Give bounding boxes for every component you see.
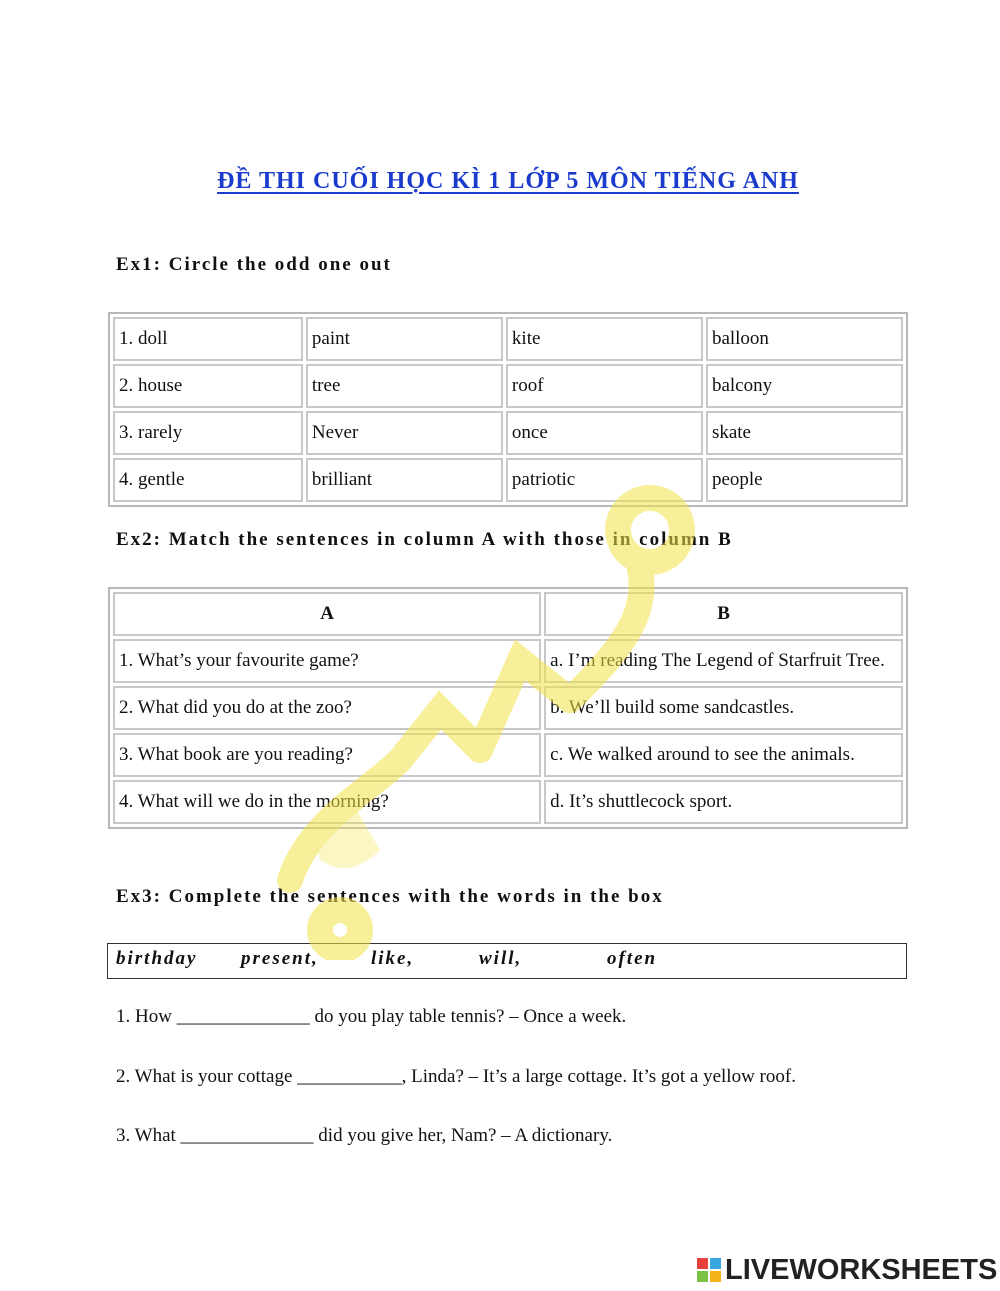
sentence-2: 2. What is your cottage ___________, Linda? – It’s a large cottage. It’s got a yellow roof. xyxy=(116,1066,796,1087)
table-cell[interactable]: 4. What will we do in the morning? xyxy=(113,780,541,824)
table-cell[interactable]: 3. rarely xyxy=(113,411,303,455)
table-cell[interactable]: Never xyxy=(306,411,503,455)
table-cell[interactable]: 2. What did you do at the zoo? xyxy=(113,686,541,730)
table-cell[interactable]: balloon xyxy=(706,317,903,361)
ex3-heading: Ex3: Complete the sentences with the words in the box xyxy=(116,886,664,907)
sentence-3: 3. What ______________ did you give her, Nam? – A dictionary. xyxy=(116,1125,613,1146)
table-cell[interactable]: paint xyxy=(306,317,503,361)
ex1-table xyxy=(108,312,908,507)
table-cell[interactable]: c. We walked around to see the animals. xyxy=(544,733,903,777)
ex1-heading: Ex1: Circle the odd one out xyxy=(116,254,392,275)
table-row xyxy=(113,458,903,502)
word-option[interactable]: will, xyxy=(479,948,523,969)
table-row xyxy=(113,686,903,730)
table-cell[interactable]: roof xyxy=(506,364,703,408)
table-cell[interactable]: d. It’s shuttlecock sport. xyxy=(544,780,903,824)
table-cell[interactable]: 4. gentle xyxy=(113,458,303,502)
word-option[interactable]: like, xyxy=(371,948,415,969)
table-cell[interactable]: 1. doll xyxy=(113,317,303,361)
table-row xyxy=(113,733,903,777)
column-header-a: A xyxy=(113,592,541,636)
sentence-1: 1. How ______________ do you play table tennis? – Once a week. xyxy=(116,1006,627,1027)
word-option[interactable]: birthday xyxy=(116,948,198,969)
ex2-heading: Ex2: Match the sentences in column A with those in column B xyxy=(116,529,733,550)
column-header-b: B xyxy=(544,592,903,636)
liveworksheets-logo xyxy=(697,1253,997,1287)
table-cell[interactable]: skate xyxy=(706,411,903,455)
table-cell[interactable]: kite xyxy=(506,317,703,361)
logo-squares-icon xyxy=(697,1258,721,1282)
table-cell[interactable]: balcony xyxy=(706,364,903,408)
ex2-table xyxy=(108,587,908,829)
page-title: ĐỀ THI CUỐI HỌC KÌ 1 LỚP 5 MÔN TIẾNG ANH xyxy=(217,168,799,194)
table-cell[interactable]: 1. What’s your favourite game? xyxy=(113,639,541,683)
table-row xyxy=(113,364,903,408)
table-cell[interactable]: tree xyxy=(306,364,503,408)
table-cell[interactable]: once xyxy=(506,411,703,455)
table-row xyxy=(113,780,903,824)
table-cell[interactable]: a. I’m reading The Legend of Starfruit Tree. xyxy=(544,639,903,683)
table-row xyxy=(113,639,903,683)
word-box xyxy=(107,943,907,979)
table-row xyxy=(113,411,903,455)
table-cell[interactable]: 2. house xyxy=(113,364,303,408)
table-cell[interactable]: b. We’ll build some sandcastles. xyxy=(544,686,903,730)
word-option[interactable]: often xyxy=(607,948,658,969)
table-cell[interactable]: 3. What book are you reading? xyxy=(113,733,541,777)
table-cell[interactable]: brilliant xyxy=(306,458,503,502)
logo-text: LIVEWORKSHEETS xyxy=(725,1253,998,1286)
table-row xyxy=(113,317,903,361)
table-header-row xyxy=(113,592,903,636)
word-option[interactable]: present, xyxy=(241,948,319,969)
table-cell[interactable]: people xyxy=(706,458,903,502)
table-cell[interactable]: patriotic xyxy=(506,458,703,502)
